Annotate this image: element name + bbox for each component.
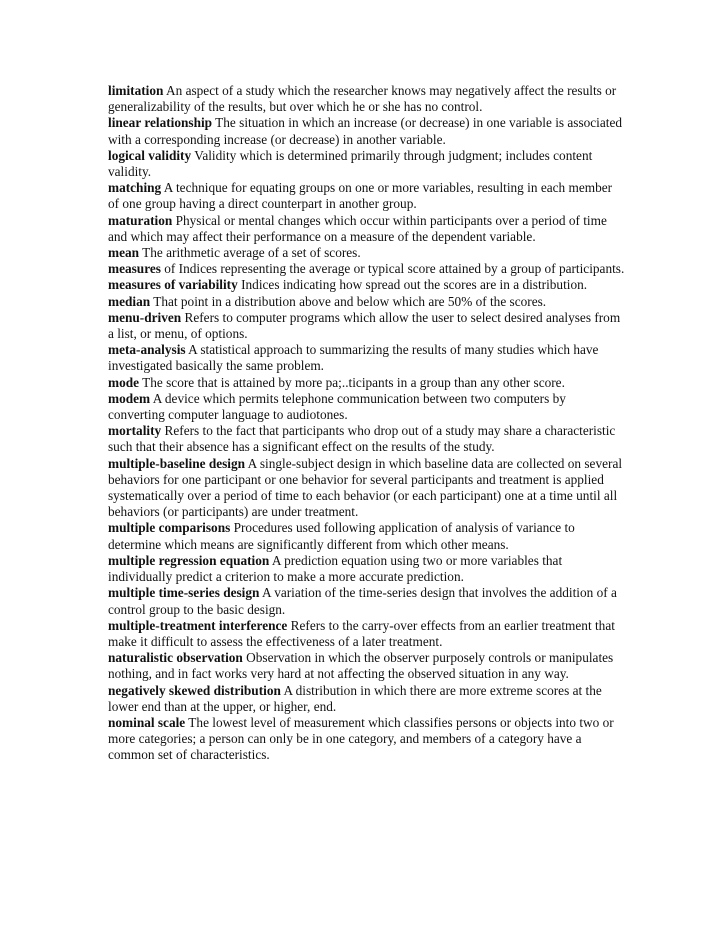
- entry-definition: An aspect of a study which the researcher knows may negatively affect the results or generalizability of the results, but over which he or she has no control.: [108, 83, 617, 115]
- entry-definition: A device which permits telephone communication between two computers by converting computer language to audiotones.: [108, 390, 566, 423]
- entry-definition: of Indices representing the average or typical score attained by a group of participants.: [164, 261, 625, 277]
- entry-term: median: [108, 293, 151, 309]
- entry-term: menu-driven: [108, 309, 182, 325]
- glossary-entry: [108, 375, 626, 391]
- glossary-page: [108, 83, 626, 764]
- glossary-entry: [108, 520, 626, 552]
- entry-term: linear relationship: [108, 115, 213, 131]
- entry-definition: A variation of the time-series design that involves the addition of a control group to the basic design.: [108, 585, 617, 617]
- entry-definition: The situation in which an increase (or decrease) in one variable is associated with a corresponding increase (or decrease) in another variable.: [108, 115, 623, 147]
- glossary-entry: [108, 585, 626, 617]
- entry-definition: The arithmetic average of a set of scores.: [142, 245, 361, 261]
- entry-definition: A prediction equation using two or more variables that individually predict a criterion to make a more accurate prediction.: [108, 552, 563, 585]
- entry-definition: Refers to the fact that participants who drop out of a study may share a characteristic such that their absence has a significant effect on the results of the study.: [108, 423, 616, 455]
- entry-term: maturation: [108, 212, 173, 228]
- glossary-entry: [108, 245, 626, 261]
- entry-term: measures: [108, 261, 161, 277]
- glossary-entry: [108, 277, 626, 293]
- glossary-entry: [108, 391, 626, 423]
- entry-definition: Indices indicating how spread out the scores are in a distribution.: [241, 277, 588, 293]
- glossary-entry: [108, 342, 626, 374]
- glossary-entry: [108, 310, 626, 342]
- entry-term: measures of variability: [108, 277, 238, 293]
- entry-term: nominal scale: [108, 714, 186, 730]
- glossary-entry: [108, 115, 626, 147]
- entry-definition: Refers to computer programs which allow the user to select desired analyses from a list, or menu, of options.: [108, 309, 621, 342]
- entry-term: multiple-treatment interference: [108, 617, 288, 633]
- entry-definition: Procedures used following application of analysis of variance to determine which means are significantly different from which other means.: [108, 520, 575, 552]
- glossary-entry: [108, 213, 626, 245]
- entry-term: multiple time-series design: [108, 585, 260, 601]
- entry-definition: Validity which is determined primarily through judgment; includes content validity.: [108, 147, 593, 180]
- entry-term: mean: [108, 245, 140, 261]
- entry-definition: Refers to the carry-over effects from an earlier treatment that make it difficult to assess the effectiveness of a later treatment.: [108, 617, 615, 649]
- entry-definition: A statistical approach to summarizing the results of many studies which have investigated basically the same problem.: [108, 342, 599, 374]
- glossary-entry: [108, 618, 626, 650]
- glossary-entry: [108, 456, 626, 521]
- glossary-entry: [108, 83, 626, 115]
- entry-definition: The score that is attained by more pa;..ticipants in a group than any other score.: [142, 374, 565, 390]
- entry-term: limitation: [108, 83, 164, 98]
- entry-definition: Physical or mental changes which occur within participants over a period of time and which may affect their performance on a measure of the dependent variable.: [108, 212, 607, 244]
- entry-term: modem: [108, 390, 151, 406]
- entry-term: mortality: [108, 423, 162, 439]
- glossary-entry: [108, 553, 626, 585]
- glossary-entry: [108, 683, 626, 715]
- entry-term: mode: [108, 374, 140, 390]
- entry-definition: A distribution in which there are more extreme scores at the lower end than at the upper, or higher, end.: [108, 682, 602, 714]
- glossary-entry: [108, 261, 626, 277]
- entry-definition: The lowest level of measurement which classifies persons or objects into two or more categories; a person can only be in one category, and members of a category have a common set of characteristics.: [108, 714, 614, 763]
- entry-term: multiple regression equation: [108, 552, 270, 568]
- entry-term: multiple comparisons: [108, 520, 231, 536]
- entry-term: naturalistic observation: [108, 650, 243, 666]
- glossary-entry: [108, 423, 626, 455]
- glossary-entry: [108, 294, 626, 310]
- entry-term: logical validity: [108, 147, 192, 163]
- glossary-entry: [108, 650, 626, 682]
- entry-definition: Observation in which the observer purposely controls or manipulates nothing, and in fact works very hard at not affecting the observed situation in any way.: [108, 650, 614, 682]
- entry-term: multiple-baseline design: [108, 455, 246, 471]
- entry-term: negatively skewed distribution: [108, 682, 281, 698]
- entry-term: matching: [108, 180, 162, 196]
- glossary-entry: [108, 715, 626, 764]
- entry-definition: A technique for equating groups on one or more variables, resulting in each member of one group having a direct counterpart in another group.: [108, 180, 613, 212]
- entry-term: meta-analysis: [108, 342, 186, 358]
- entry-definition: That point in a distribution above and below which are 50% of the scores.: [153, 293, 547, 309]
- entry-definition: A single-subject design in which baseline data are collected on several behaviors for one participant or one behavior for several participants and treatment is applied systematically over a period of time to each behavior (or each participant) one at a time until all behaviors (or participants) are under treatment.: [108, 455, 623, 520]
- glossary-entry: [108, 180, 626, 212]
- glossary-entry: [108, 148, 626, 180]
